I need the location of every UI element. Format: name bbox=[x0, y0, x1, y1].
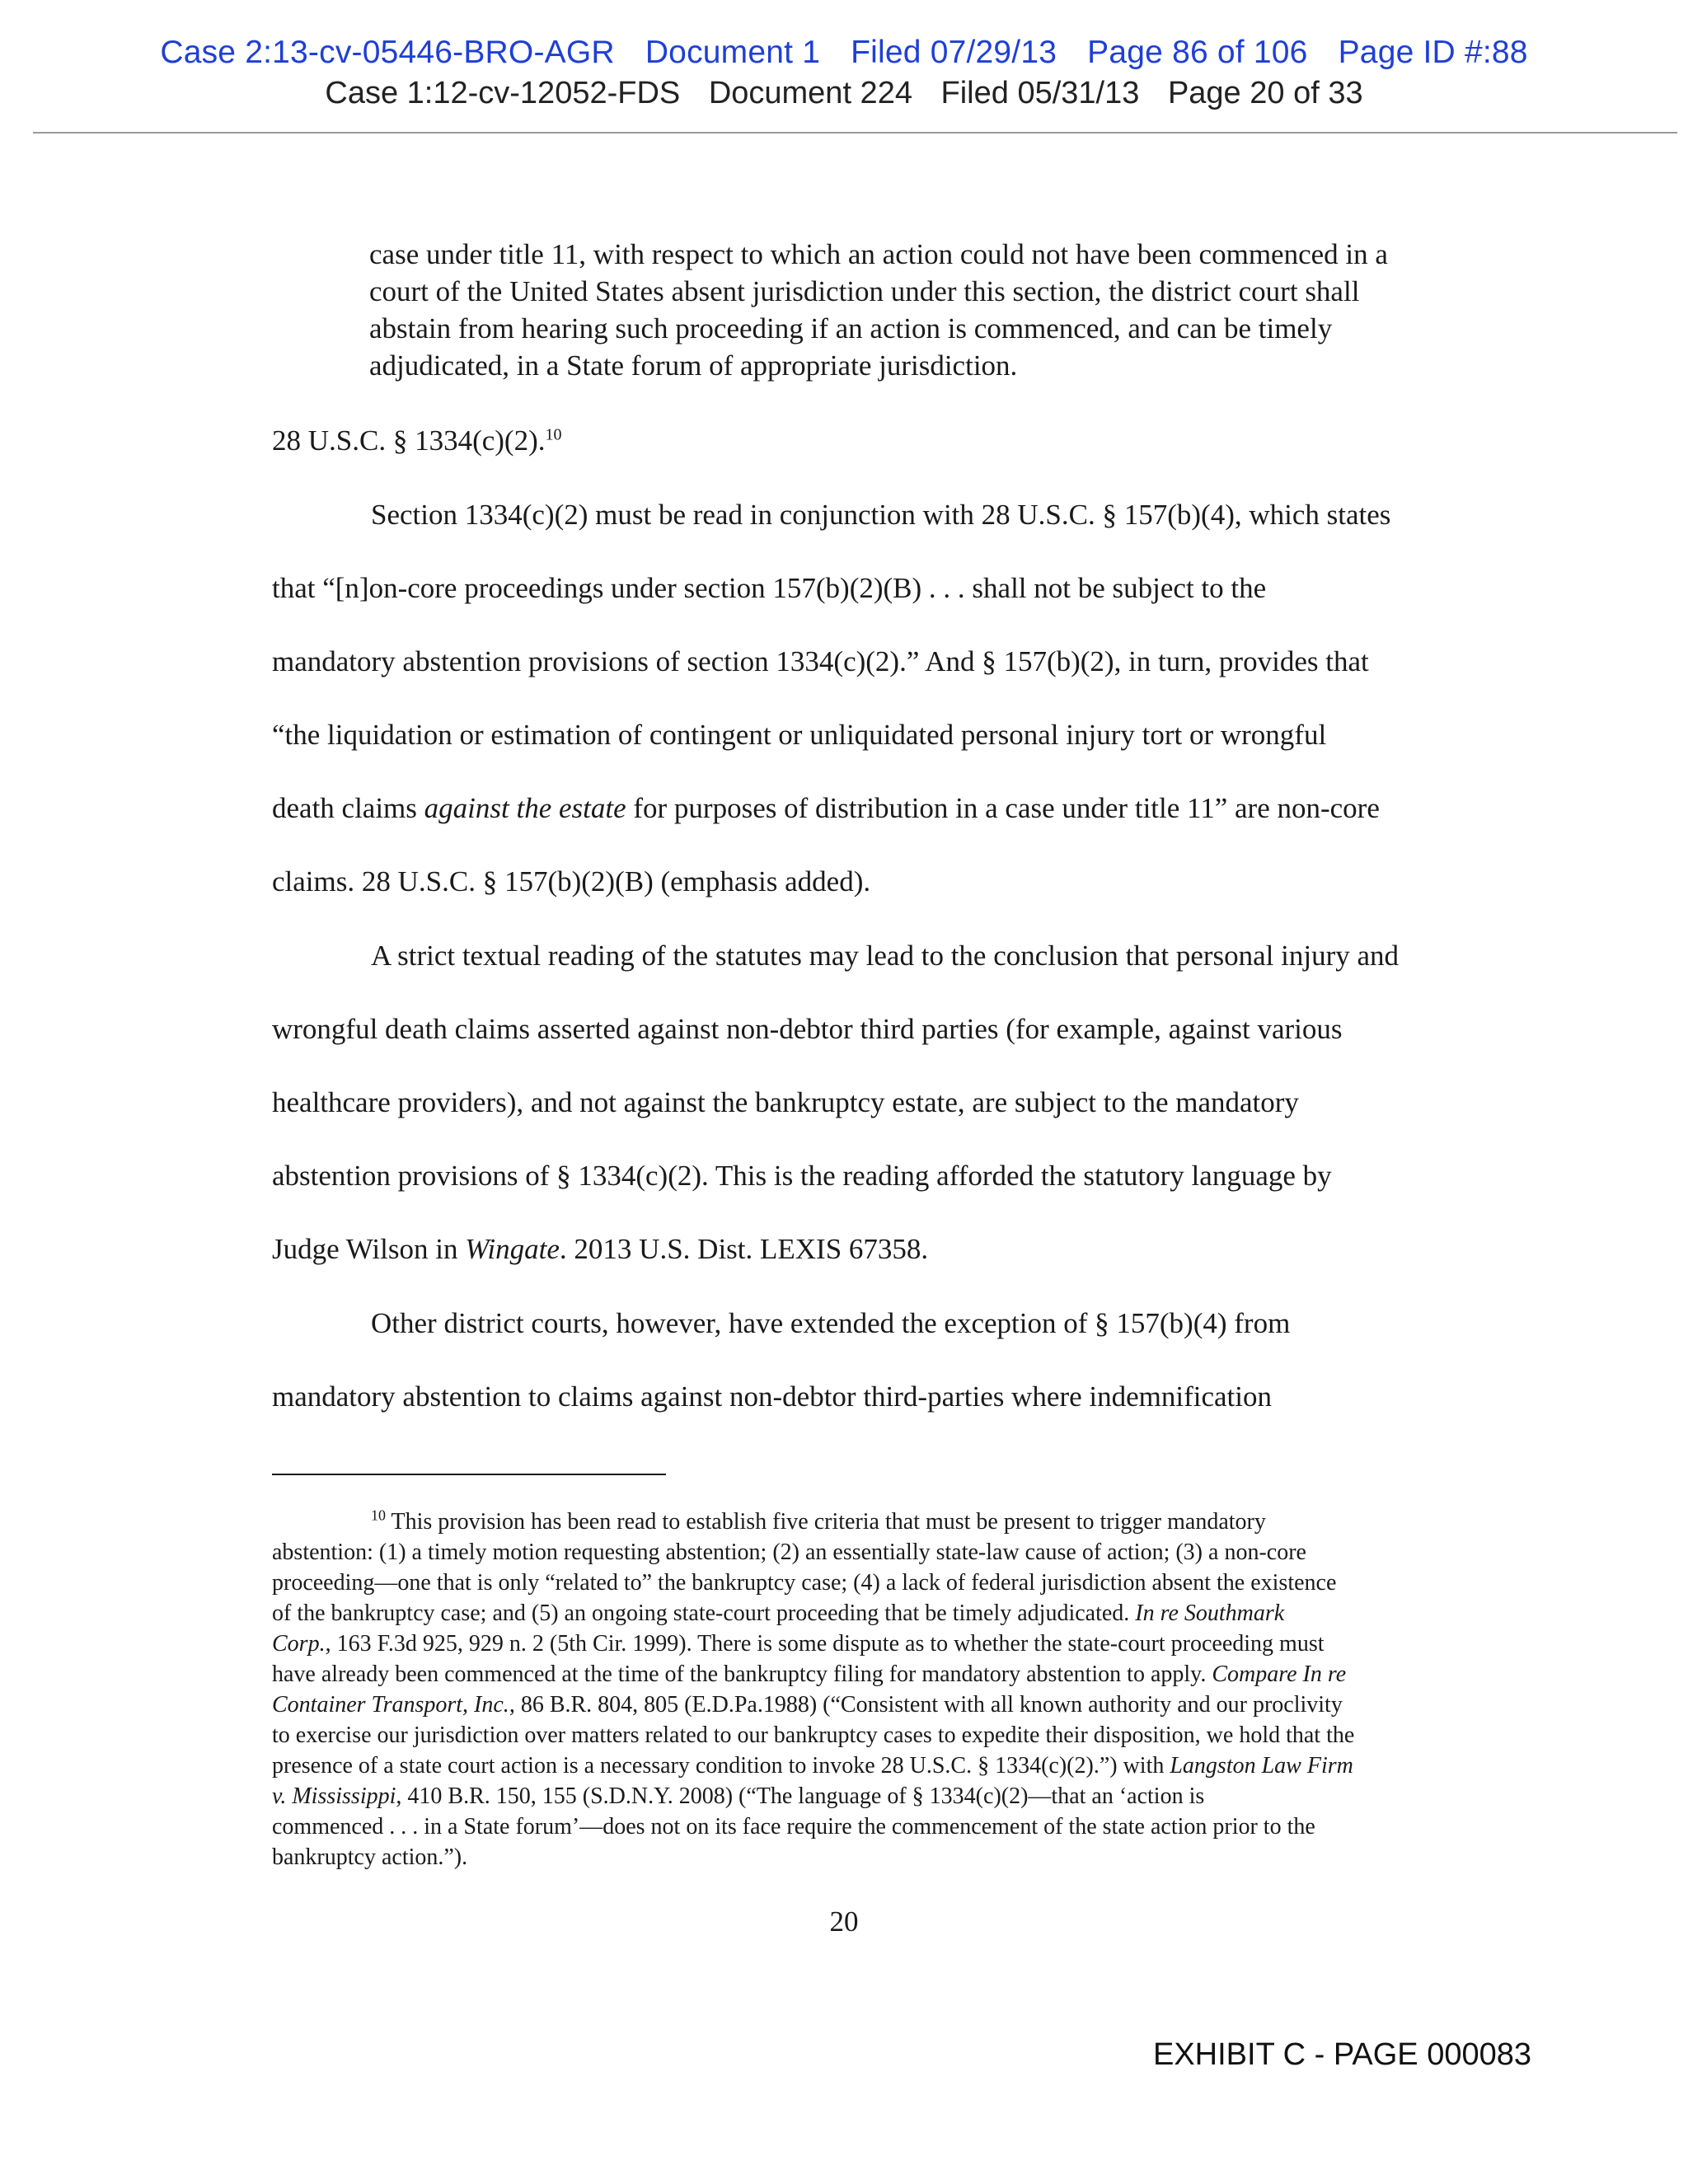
citation-text: 28 U.S.C. § 1334(c)(2). bbox=[272, 424, 546, 457]
footnote-line: commenced . . . in a State forum’—does not on its face require the commencement of the state action prior to the bbox=[272, 1814, 1315, 1840]
block-quote-line: adjudicated, in a State forum of appropriate jurisdiction. bbox=[369, 349, 1018, 382]
statute-citation bbox=[272, 422, 562, 459]
footnote-line: proceeding—one that is only “related to” the bankruptcy case; (4) a lack of federal jurisdiction absent the existence bbox=[272, 1570, 1337, 1596]
footnote-line bbox=[272, 1781, 1354, 1811]
case-name: Compare In re bbox=[1212, 1661, 1347, 1687]
document-number: Document 224 bbox=[708, 76, 912, 110]
text-run: . 2013 U.S. Dist. LEXIS 67358. bbox=[559, 1233, 929, 1265]
case-name: Corp. bbox=[272, 1631, 326, 1657]
page-number: 20 bbox=[829, 1905, 859, 1938]
header-divider bbox=[33, 132, 1677, 134]
filed-date: Filed 07/29/13 bbox=[851, 35, 1057, 70]
footnote-line bbox=[272, 1659, 1354, 1690]
text-run: of the bankruptcy case; and (5) an ongoing state-court proceeding that be timely adjudicated. bbox=[272, 1601, 1136, 1626]
case-number: Case 1:12-cv-12052-FDS bbox=[325, 76, 681, 110]
footnote bbox=[272, 1507, 1354, 1872]
text-run: Judge Wilson in bbox=[272, 1233, 466, 1265]
paragraph bbox=[272, 1286, 1290, 1433]
page-count: Page 20 of 33 bbox=[1167, 76, 1363, 110]
paragraph-line: wrongful death claims asserted against non-debtor third parties (for example, against various bbox=[272, 1013, 1343, 1045]
paragraph-line: Other district courts, however, have extended the exception of § 157(b)(4) from bbox=[371, 1307, 1291, 1339]
page-id: Page ID #:88 bbox=[1338, 35, 1528, 70]
emphasis-text: against the estate bbox=[424, 792, 626, 824]
filed-date: Filed 05/31/13 bbox=[940, 76, 1140, 110]
footnote-reference: 10 bbox=[545, 425, 562, 444]
paragraph-line: Section 1334(c)(2) must be read in conjunction with 28 U.S.C. § 157(b)(4), which states bbox=[371, 499, 1391, 531]
paragraph bbox=[272, 478, 1390, 918]
exhibit-stamp: EXHIBIT C - PAGE 000083 bbox=[1152, 2037, 1531, 2072]
text-run: presence of a state court action is a necessary condition to invoke 28 U.S.C. § 1334(c)(2).”) with bbox=[272, 1753, 1170, 1779]
footnote-divider bbox=[272, 1474, 666, 1475]
case-number: Case 2:13-cv-05446-BRO-AGR bbox=[160, 35, 615, 70]
block-quote-line: case under title 11, with respect to which an action could not have been commenced in a bbox=[369, 238, 1388, 270]
footnote-line: bankruptcy action.”). bbox=[272, 1844, 468, 1870]
paragraph-line: abstention provisions of § 1334(c)(2). This is the reading afforded the statutory language by bbox=[272, 1160, 1332, 1192]
footnote-line bbox=[272, 1690, 1354, 1720]
block-quote-line: court of the United States absent jurisdiction under this section, the district court shall bbox=[369, 275, 1360, 307]
paragraph-line: A strict textual reading of the statutes may lead to the conclusion that personal injury and bbox=[371, 940, 1400, 972]
footnote-line: abstention: (1) a timely motion requesting abstention; (2) an essentially state-law cause of action; (3) a non-core bbox=[272, 1540, 1306, 1565]
footnote-line bbox=[272, 1507, 1354, 1537]
block-quote bbox=[369, 236, 1388, 384]
text-run: , 86 B.R. 804, 805 (E.D.Pa.1988) (“Consistent with all known authority and our proclivity bbox=[509, 1692, 1343, 1718]
case-name: v. Mississippi bbox=[272, 1783, 396, 1809]
paragraph-line: healthcare providers), and not against the bankruptcy estate, are subject to the mandatory bbox=[272, 1086, 1299, 1118]
footnote-line: to exercise our jurisdiction over matters related to our bankruptcy cases to expedite their disposition, we hold that the bbox=[272, 1722, 1355, 1748]
text-run: This provision has been read to establish five criteria that must be present to trigger mandatory bbox=[391, 1509, 1266, 1535]
paragraph-line: mandatory abstention to claims against non-debtor third-parties where indemnification bbox=[272, 1380, 1272, 1413]
case-name: Container Transport, Inc. bbox=[272, 1692, 509, 1718]
case-name: Langston Law Firm bbox=[1170, 1753, 1353, 1779]
text-run: have already been commenced at the time of the bankruptcy filing for mandatory abstention to apply. bbox=[272, 1661, 1212, 1687]
paragraph-line: claims. 28 U.S.C. § 157(b)(2)(B) (emphasis added). bbox=[272, 865, 871, 898]
case-name: In re Southmark bbox=[1135, 1601, 1285, 1626]
text-run: for purposes of distribution in a case under title 11” are non-core bbox=[626, 792, 1380, 824]
footnote-line bbox=[272, 1598, 1354, 1629]
case-name: Wingate bbox=[465, 1233, 560, 1265]
document-number: Document 1 bbox=[645, 35, 821, 70]
paragraph bbox=[272, 919, 1399, 1286]
text-run: , 410 B.R. 150, 155 (S.D.N.Y. 2008) (“The language of § 1334(c)(2)—that an ‘action is bbox=[396, 1783, 1205, 1809]
footnote-marker: 10 bbox=[371, 1507, 386, 1524]
paragraph-line bbox=[272, 1212, 1399, 1286]
paragraph-line: “the liquidation or estimation of contingent or unliquidated personal injury tort or wrongful bbox=[272, 719, 1327, 751]
footnote-line bbox=[272, 1750, 1354, 1781]
paragraph-line: mandatory abstention provisions of section 1334(c)(2).” And § 157(b)(2), in turn, provides that bbox=[272, 645, 1369, 677]
block-quote-line: abstain from hearing such proceeding if an action is commenced, and can be timely bbox=[369, 312, 1333, 344]
footnote-line bbox=[272, 1629, 1354, 1659]
paragraph-line: that “[n]on-core proceedings under section 157(b)(2)(B) . . . shall not be subject to the bbox=[272, 572, 1267, 604]
paragraph-line bbox=[272, 771, 1390, 845]
federal-filing-header bbox=[0, 35, 1688, 71]
page-count: Page 86 of 106 bbox=[1087, 35, 1308, 70]
original-filing-header bbox=[0, 76, 1688, 111]
text-run: death claims bbox=[272, 792, 424, 824]
text-run: , 163 F.3d 925, 929 n. 2 (5th Cir. 1999). There is some dispute as to whether the state-court proceeding must bbox=[325, 1631, 1325, 1657]
